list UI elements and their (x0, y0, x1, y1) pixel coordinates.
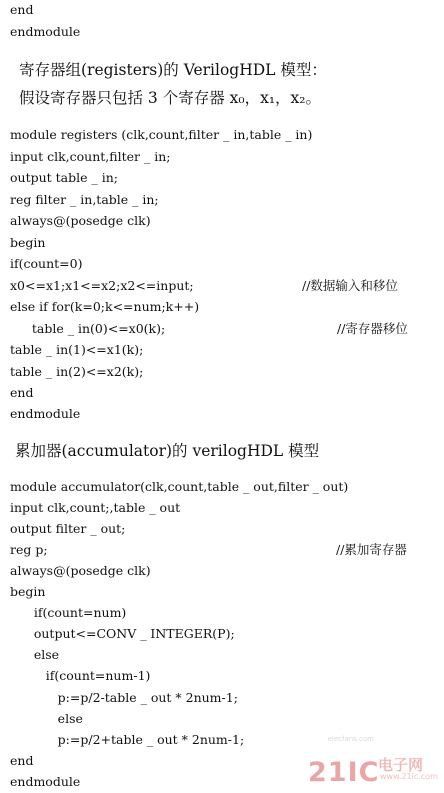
code-line: output table _ in; (10, 170, 118, 185)
section-heading: 寄存器组(registers)的 VerilogHDL 模型： (19, 61, 327, 79)
code-line: reg p; (10, 542, 48, 557)
code-line: p:=p/2+table _ out * 2num-1; (10, 732, 245, 747)
watermark-logo-text: 21IC (308, 757, 380, 788)
code-line: else (10, 647, 60, 662)
watermark-small: elecfans.com (327, 735, 374, 743)
code-line: output filter _ out; (10, 521, 126, 536)
code-line: end (10, 2, 34, 17)
code-line: if(count=num) (10, 605, 127, 620)
code-line: if(count=0) (10, 256, 83, 271)
section-subheading: 假设寄存器只包括 3 个寄存器 x₀，x₁，x₂。 (19, 89, 322, 107)
code-line: endmodule (10, 774, 81, 789)
code-line: table _ in(0)<=x0(k); (16, 321, 166, 336)
watermark-logo (308, 751, 436, 787)
code-line: end (10, 385, 34, 400)
code-line: always@(posedge clk) (10, 213, 151, 228)
code-line: end (10, 753, 34, 768)
code-comment: //数据输入和移位 (302, 278, 398, 293)
code-line: module registers (clk,count,filter _ in,table _ in) (10, 127, 313, 142)
code-line: else (10, 711, 83, 726)
code-line: input clk,count;,table _ out (10, 500, 181, 515)
code-line: x0<=x1;x1<=x2;x2<=input; (10, 278, 194, 293)
code-line: module accumulator(clk,count,table _ out,filter _ out) (10, 479, 349, 494)
watermark-url: www.21ic.com (380, 772, 438, 781)
code-line: table _ in(2)<=x2(k); (10, 364, 144, 379)
code-line: table _ in(1)<=x1(k); (10, 342, 144, 357)
code-line: endmodule (10, 406, 81, 421)
code-comment: //累加寄存器 (336, 542, 407, 557)
code-line: input clk,count,filter _ in; (10, 149, 171, 164)
code-line: else if for(k=0;k<=num;k++) (10, 299, 200, 314)
code-line: if(count=num-1) (10, 668, 151, 683)
code-line: output<=CONV _ INTEGER(P); (10, 626, 235, 641)
code-line: begin (10, 235, 46, 250)
code-comment: //寄存器移位 (337, 321, 408, 336)
code-line: begin (10, 584, 46, 599)
code-line: endmodule (10, 24, 81, 39)
code-line: always@(posedge clk) (10, 563, 151, 578)
code-line: p:=p/2-table _ out * 2num-1; (10, 690, 238, 705)
code-line: reg filter _ in,table _ in; (10, 192, 159, 207)
section-heading: 累加器(accumulator)的 verilogHDL 模型 (15, 442, 320, 460)
watermark-logo-cn: 电子网 (378, 756, 424, 774)
